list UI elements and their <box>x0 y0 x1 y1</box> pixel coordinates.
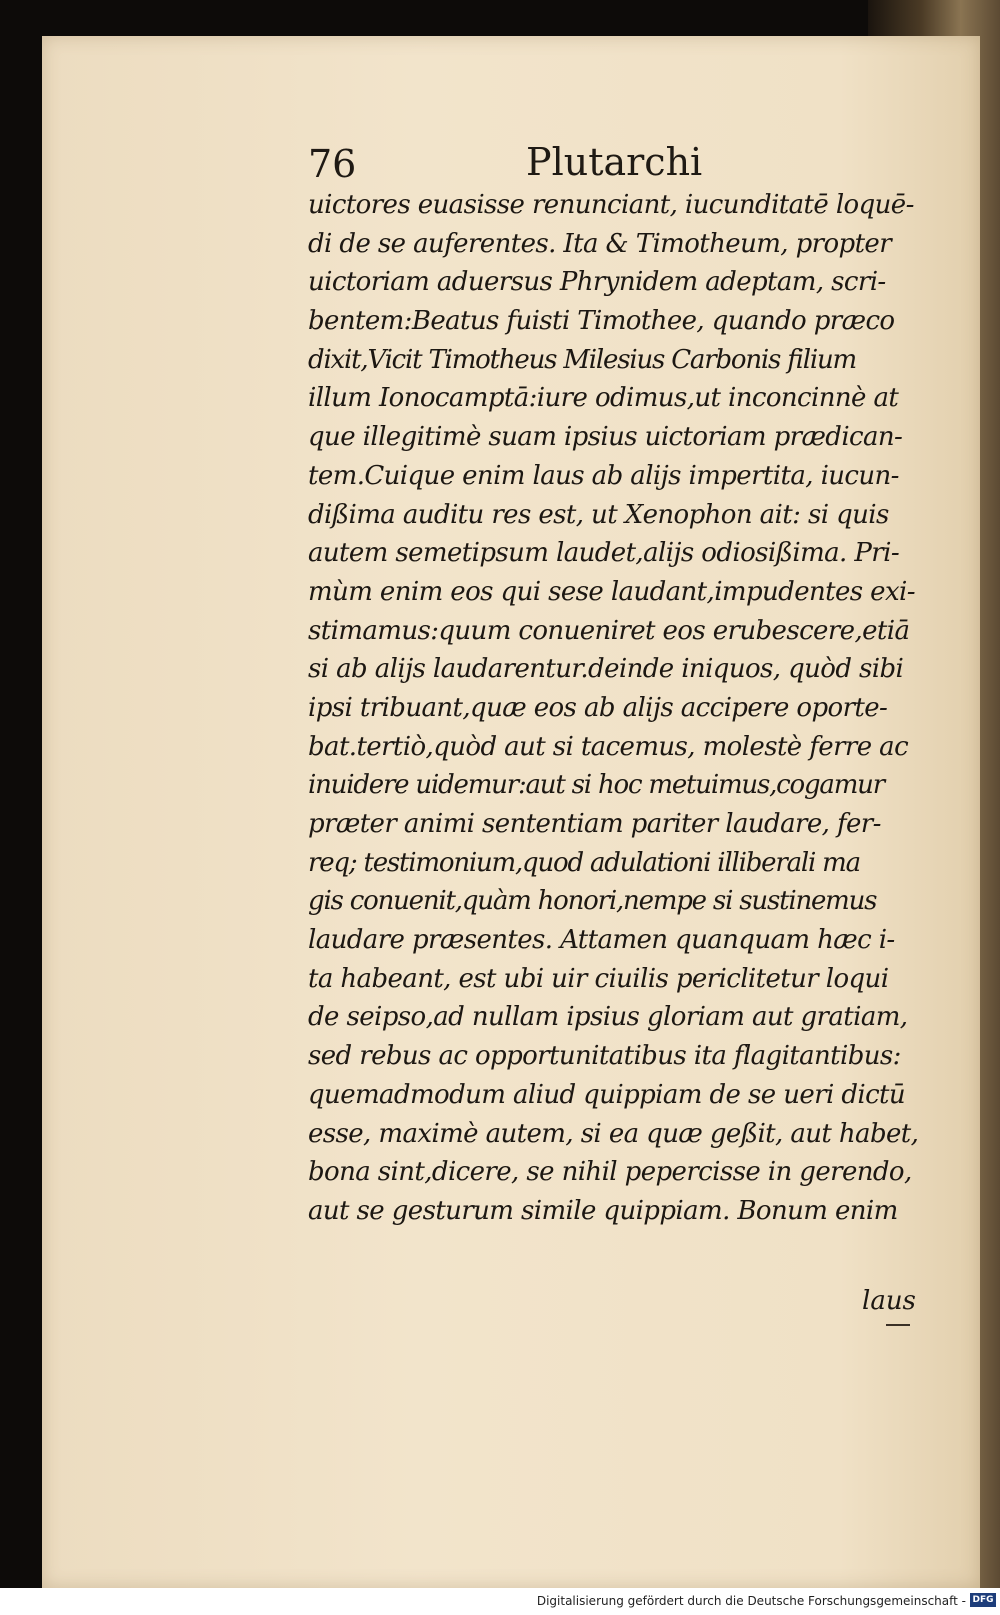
text-line: esse, maximè autem, si ea quæ geßit, aut habet, <box>308 1118 919 1149</box>
text-line: præter animi sententiam pariter laudare, fer- <box>308 809 881 839</box>
text-line: sed rebus ac opportunitatibus ita flagitantibus: <box>308 1041 901 1072</box>
catchword-rule <box>886 1324 910 1326</box>
funding-credit: Digitalisierung gefördert durch die Deutsche Forschungsgemeinschaft - <box>536 1594 966 1608</box>
text-line: illum Ionocamptā:iure odimus,ut inconcinnè at <box>308 383 899 414</box>
text-line: uictoriam aduersus Phrynidem adeptam, scri- <box>308 267 886 298</box>
text-line: ipsi tribuant,quæ eos ab alijs accipere oporte- <box>308 692 888 723</box>
text-line: aut se gesturum simile quippiam. Bonum enim <box>308 1195 898 1226</box>
text-line: bona sint,dicere, se nihil pepercisse in gerendo, <box>308 1157 912 1188</box>
text-line: dißima auditu res est, ut Xenophon ait: si quis <box>308 499 889 530</box>
text-line: autem semetipsum laudet,alijs odiosißima. Pri- <box>308 538 900 569</box>
text-line: uictores euasisse renunciant, iucunditatē loquē- <box>308 190 914 220</box>
text-line: di de se auferentes. Ita & Timotheum, propter <box>308 228 892 259</box>
running-head <box>308 140 898 188</box>
text-line: req; testimonium,quod adulationi illiberali ma <box>308 847 860 878</box>
text-line: dixit,Vicit Timotheus Milesius Carbonis filium <box>308 344 856 375</box>
text-line: bentem:Beatus fuisti Timothee, quando præco <box>308 306 895 337</box>
footer-bar <box>0 1588 1000 1615</box>
text-line: tem.Cuique enim laus ab alijs impertita, iucun- <box>308 460 899 491</box>
text-line: de seipso,ad nullam ipsius gloriam aut gratiam, <box>308 1002 908 1033</box>
text-line: inuidere uidemur:aut si hoc metuimus,cogamur <box>308 770 884 801</box>
text-line: ta habeant, est ubi uir ciuilis periclitetur loqui <box>308 963 889 994</box>
text-line: quemadmodum aliud quippiam de se ueri dictū <box>308 1079 906 1110</box>
text-line: bat.tertiò,quòd aut si tacemus, molestè ferre ac <box>308 731 909 762</box>
page-number: 76 <box>308 142 357 186</box>
body-text <box>308 186 919 1231</box>
text-line: si ab alijs laudarentur.deinde iniquos, quòd sibi <box>308 654 904 685</box>
catchword: laus <box>862 1286 916 1316</box>
text-line: que illegitimè suam ipsius uictoriam prædican- <box>308 422 903 453</box>
text-line: laudare præsentes. Attamen quanquam hæc i- <box>308 925 895 956</box>
text-line: gis conuenit,quàm honori,nempe si sustinemus <box>308 886 877 917</box>
dfg-logo: DFG <box>970 1593 996 1607</box>
text-line: stimamus:quum conueniret eos erubescere,etiā <box>308 615 910 646</box>
running-title: Plutarchi <box>526 140 703 184</box>
text-line: mùm enim eos qui sese laudant,impudentes exi- <box>308 576 915 607</box>
